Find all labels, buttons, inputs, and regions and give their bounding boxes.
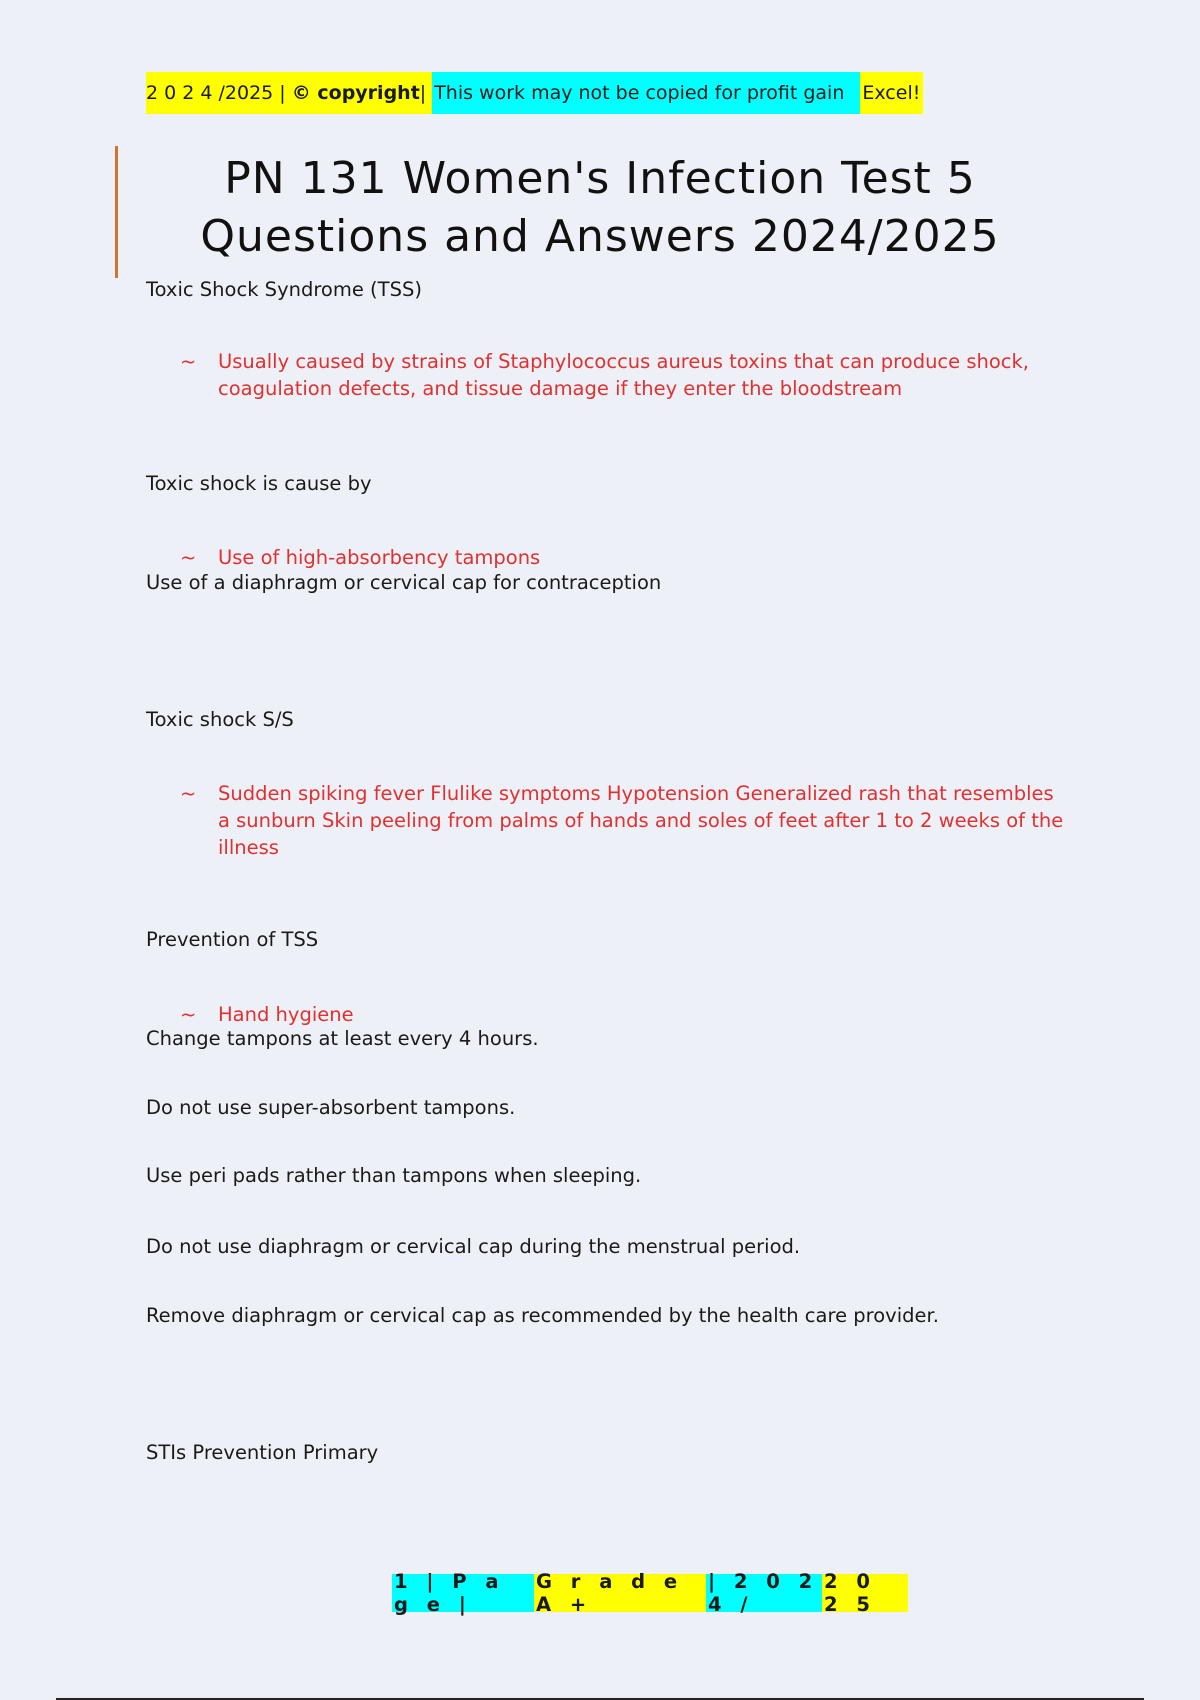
question-5: STIs Prevention Primary <box>146 1441 379 1464</box>
footer-grade: G r a d e A + <box>534 1574 706 1612</box>
copyright-pipe: | <box>419 82 427 104</box>
answer-4 <box>180 1001 1070 1028</box>
prevention-line-3: Use peri pads rather than tampons when sleeping. <box>146 1164 642 1187</box>
answer-1 <box>180 348 1070 402</box>
answer-2 <box>180 544 1070 571</box>
answer-2-text: Use of high-absorbency tampons <box>218 546 541 569</box>
copyright-year-segment <box>146 72 432 114</box>
document-title <box>140 150 1060 266</box>
footer-year-end: 2 0 2 5 <box>822 1574 908 1612</box>
question-4: Prevention of TSS <box>146 928 319 951</box>
answer-4-text: Hand hygiene <box>218 1003 354 1026</box>
bullet-tilde-icon: ~ <box>180 546 197 569</box>
footer-page-number: 1 | P a g e | <box>392 1574 534 1612</box>
page-footer <box>392 1570 908 1616</box>
question-1: Toxic Shock Syndrome (TSS) <box>146 278 422 301</box>
copyright-year: 2 0 2 4 /2025 | <box>146 82 286 104</box>
excel-segment <box>860 72 923 114</box>
copyright-notice: This work may not be copied for profit gain <box>434 82 845 104</box>
title-accent-bar <box>115 146 118 278</box>
question-2-extra-1: Use of a diaphragm or cervical cap for contraception <box>146 571 662 594</box>
bullet-tilde-icon: ~ <box>180 350 197 373</box>
prevention-line-5: Remove diaphragm or cervical cap as recommended by the health care provider. <box>146 1304 939 1327</box>
prevention-line-1: Change tampons at least every 4 hours. <box>146 1027 539 1050</box>
title-line-2: Questions and Answers 2024/2025 <box>200 211 1000 262</box>
title-line-1: PN 131 Women's Infection Test 5 <box>224 153 976 204</box>
question-3: Toxic shock S/S <box>146 708 294 731</box>
excel-text: Excel! <box>862 82 921 104</box>
bullet-tilde-icon: ~ <box>180 1003 197 1026</box>
copyright-banner <box>146 72 923 114</box>
copyright-label: © copyright <box>291 82 420 104</box>
answer-3-text: Sudden spiking fever Flulike symptoms Hypotension Generalized rash that resembles a sunburn Skin peeling from palms of hands and soles of feet after 1 to 2 weeks of the illness <box>218 782 1064 859</box>
footer-year-start: | 2 0 2 4 / <box>706 1574 822 1612</box>
bullet-tilde-icon: ~ <box>180 782 197 805</box>
copyright-notice-segment <box>432 72 860 114</box>
question-2: Toxic shock is cause by <box>146 472 372 495</box>
prevention-line-2: Do not use super-absorbent tampons. <box>146 1096 516 1119</box>
prevention-line-4: Do not use diaphragm or cervical cap during the menstrual period. <box>146 1235 801 1258</box>
answer-3 <box>180 780 1070 861</box>
answer-1-text: Usually caused by strains of Staphylococcus aureus toxins that can produce shock, coagulation defects, and tissue damage if they enter the bloodstream <box>218 350 1030 400</box>
